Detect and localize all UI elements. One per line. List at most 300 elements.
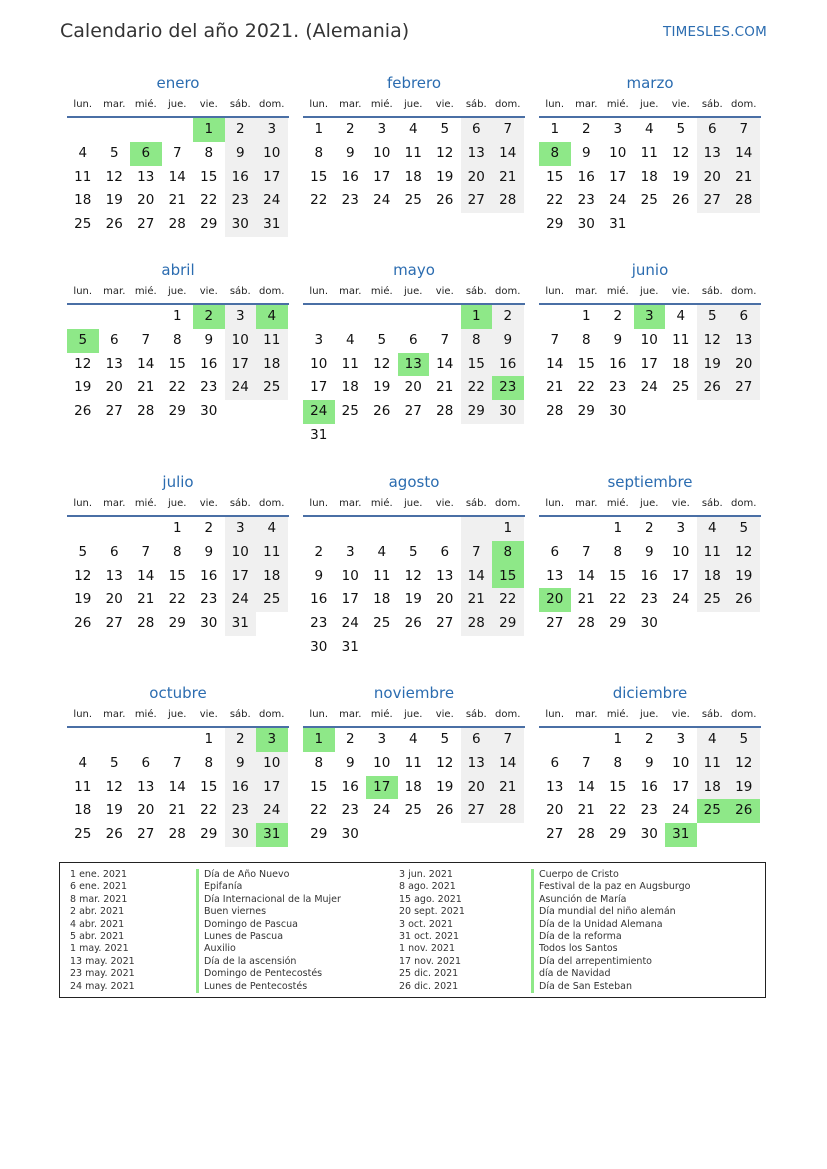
day-cell[interactable]: 19 — [373, 379, 391, 396]
day-cell[interactable]: 2 — [644, 731, 654, 747]
holiday-day-cell[interactable]: 31 — [665, 823, 697, 847]
day-cell[interactable]: 10 — [225, 329, 257, 353]
day-cell[interactable]: 19 — [728, 565, 760, 589]
day-cell[interactable]: 5 — [377, 331, 387, 348]
day-cell[interactable]: 20 — [697, 166, 729, 190]
day-cell[interactable]: 21 — [168, 192, 186, 209]
day-cell[interactable]: 10 — [225, 541, 257, 565]
day-cell[interactable]: 6 — [141, 754, 151, 771]
day-cell[interactable]: 30 — [640, 615, 658, 632]
day-cell[interactable]: 20 — [728, 353, 760, 377]
day-cell[interactable]: 17 — [225, 565, 257, 589]
day-cell[interactable]: 26 — [728, 588, 760, 612]
day-cell[interactable]: 22 — [168, 379, 186, 396]
day-cell[interactable]: 20 — [105, 591, 123, 608]
day-cell[interactable]: 7 — [492, 118, 524, 142]
day-cell[interactable]: 17 — [672, 567, 690, 584]
day-cell[interactable]: 21 — [137, 379, 155, 396]
day-cell[interactable]: 24 — [672, 802, 690, 819]
day-cell[interactable]: 9 — [345, 144, 355, 161]
day-cell[interactable]: 18 — [256, 565, 288, 589]
day-cell[interactable]: 16 — [200, 355, 218, 372]
day-cell[interactable]: 8 — [314, 754, 324, 771]
day-cell[interactable]: 20 — [137, 192, 155, 209]
day-cell[interactable]: 26 — [697, 376, 729, 400]
brand-logo[interactable]: TIMESLES.COM — [663, 24, 767, 40]
day-cell[interactable]: 14 — [436, 355, 454, 372]
day-cell[interactable]: 7 — [141, 543, 151, 560]
day-cell[interactable]: 1 — [204, 731, 214, 747]
day-cell[interactable]: 27 — [137, 826, 155, 843]
day-cell[interactable]: 20 — [404, 379, 422, 396]
day-cell[interactable]: 7 — [440, 331, 450, 348]
day-cell[interactable]: 7 — [728, 118, 760, 142]
day-cell[interactable]: 21 — [461, 588, 493, 612]
holiday-day-cell[interactable]: 1 — [461, 305, 493, 329]
day-cell[interactable]: 15 — [609, 778, 627, 795]
day-cell[interactable]: 15 — [609, 567, 627, 584]
day-cell[interactable]: 19 — [436, 778, 454, 795]
day-cell[interactable]: 3 — [345, 543, 355, 560]
day-cell[interactable]: 3 — [676, 731, 686, 747]
day-cell[interactable]: 13 — [461, 752, 493, 776]
day-cell[interactable]: 8 — [581, 331, 591, 348]
day-cell[interactable]: 2 — [225, 728, 257, 752]
day-cell[interactable]: 27 — [546, 826, 564, 843]
day-cell[interactable]: 1 — [314, 121, 324, 137]
day-cell[interactable]: 28 — [168, 216, 186, 233]
day-cell[interactable]: 7 — [581, 754, 591, 771]
day-cell[interactable]: 28 — [461, 612, 493, 636]
day-cell[interactable]: 31 — [310, 426, 328, 443]
day-cell[interactable]: 12 — [697, 329, 729, 353]
day-cell[interactable]: 5 — [440, 121, 450, 137]
day-cell[interactable]: 22 — [609, 591, 627, 608]
day-cell[interactable]: 17 — [256, 776, 288, 800]
day-cell[interactable]: 12 — [105, 778, 123, 795]
day-cell[interactable]: 19 — [105, 192, 123, 209]
day-cell[interactable]: 8 — [204, 754, 214, 771]
day-cell[interactable]: 9 — [345, 754, 355, 771]
day-cell[interactable]: 17 — [310, 379, 328, 396]
holiday-day-cell[interactable]: 2 — [193, 305, 225, 329]
day-cell[interactable]: 24 — [341, 615, 359, 632]
day-cell[interactable]: 16 — [225, 776, 257, 800]
day-cell[interactable]: 29 — [200, 216, 218, 233]
day-cell[interactable]: 30 — [200, 403, 218, 420]
holiday-day-cell[interactable]: 24 — [303, 400, 335, 424]
day-cell[interactable]: 17 — [225, 353, 257, 377]
day-cell[interactable]: 1 — [581, 308, 591, 324]
day-cell[interactable]: 4 — [676, 308, 686, 324]
day-cell[interactable]: 30 — [310, 638, 328, 655]
day-cell[interactable]: 26 — [672, 192, 690, 209]
day-cell[interactable]: 15 — [168, 567, 186, 584]
day-cell[interactable]: 26 — [105, 826, 123, 843]
day-cell[interactable]: 25 — [256, 376, 288, 400]
day-cell[interactable]: 4 — [697, 728, 729, 752]
day-cell[interactable]: 31 — [256, 213, 288, 237]
day-cell[interactable]: 4 — [697, 517, 729, 541]
day-cell[interactable]: 27 — [697, 189, 729, 213]
day-cell[interactable]: 8 — [172, 331, 182, 348]
day-cell[interactable]: 26 — [373, 403, 391, 420]
day-cell[interactable]: 25 — [74, 826, 92, 843]
day-cell[interactable]: 7 — [461, 541, 493, 565]
day-cell[interactable]: 23 — [225, 799, 257, 823]
day-cell[interactable]: 28 — [577, 826, 595, 843]
day-cell[interactable]: 25 — [404, 192, 422, 209]
day-cell[interactable]: 13 — [137, 168, 155, 185]
day-cell[interactable]: 21 — [546, 379, 564, 396]
day-cell[interactable]: 30 — [577, 216, 595, 233]
day-cell[interactable]: 6 — [440, 543, 450, 560]
day-cell[interactable]: 1 — [492, 517, 524, 541]
day-cell[interactable]: 21 — [168, 802, 186, 819]
day-cell[interactable]: 3 — [613, 121, 623, 137]
day-cell[interactable]: 14 — [137, 355, 155, 372]
day-cell[interactable]: 22 — [310, 802, 328, 819]
day-cell[interactable]: 23 — [225, 189, 257, 213]
day-cell[interactable]: 28 — [137, 615, 155, 632]
day-cell[interactable]: 15 — [310, 778, 328, 795]
day-cell[interactable]: 2 — [345, 731, 355, 747]
day-cell[interactable]: 26 — [74, 403, 92, 420]
day-cell[interactable]: 28 — [546, 403, 564, 420]
day-cell[interactable]: 19 — [672, 168, 690, 185]
day-cell[interactable]: 9 — [225, 752, 257, 776]
day-cell[interactable]: 9 — [204, 331, 214, 348]
day-cell[interactable]: 8 — [613, 754, 623, 771]
day-cell[interactable]: 13 — [728, 329, 760, 353]
day-cell[interactable]: 15 — [577, 355, 595, 372]
day-cell[interactable]: 11 — [373, 567, 391, 584]
day-cell[interactable]: 28 — [728, 189, 760, 213]
day-cell[interactable]: 9 — [644, 754, 654, 771]
day-cell[interactable]: 2 — [581, 121, 591, 137]
holiday-day-cell[interactable]: 5 — [67, 329, 99, 353]
day-cell[interactable]: 27 — [728, 376, 760, 400]
day-cell[interactable]: 12 — [404, 567, 422, 584]
day-cell[interactable]: 13 — [137, 778, 155, 795]
day-cell[interactable]: 7 — [581, 543, 591, 560]
holiday-day-cell[interactable]: 26 — [728, 799, 760, 823]
day-cell[interactable]: 29 — [492, 612, 524, 636]
day-cell[interactable]: 19 — [74, 379, 92, 396]
day-cell[interactable]: 3 — [377, 121, 387, 137]
holiday-day-cell[interactable]: 8 — [492, 541, 524, 565]
day-cell[interactable]: 4 — [377, 543, 387, 560]
day-cell[interactable]: 25 — [640, 192, 658, 209]
day-cell[interactable]: 10 — [640, 331, 658, 348]
day-cell[interactable]: 3 — [256, 118, 288, 142]
day-cell[interactable]: 24 — [225, 376, 257, 400]
day-cell[interactable]: 4 — [644, 121, 654, 137]
day-cell[interactable]: 27 — [461, 189, 493, 213]
day-cell[interactable]: 4 — [408, 121, 418, 137]
day-cell[interactable]: 6 — [408, 331, 418, 348]
day-cell[interactable]: 11 — [74, 168, 92, 185]
day-cell[interactable]: 16 — [310, 591, 328, 608]
day-cell[interactable]: 11 — [256, 541, 288, 565]
day-cell[interactable]: 12 — [105, 168, 123, 185]
day-cell[interactable]: 4 — [256, 517, 288, 541]
day-cell[interactable]: 15 — [461, 353, 493, 377]
day-cell[interactable]: 25 — [373, 615, 391, 632]
day-cell[interactable]: 27 — [105, 615, 123, 632]
day-cell[interactable]: 2 — [314, 543, 324, 560]
day-cell[interactable]: 10 — [341, 567, 359, 584]
day-cell[interactable]: 20 — [461, 776, 493, 800]
day-cell[interactable]: 14 — [137, 567, 155, 584]
holiday-day-cell[interactable]: 1 — [193, 118, 225, 142]
day-cell[interactable]: 13 — [105, 567, 123, 584]
day-cell[interactable]: 2 — [492, 305, 524, 329]
day-cell[interactable]: 26 — [404, 615, 422, 632]
day-cell[interactable]: 13 — [546, 567, 564, 584]
day-cell[interactable]: 5 — [408, 543, 418, 560]
day-cell[interactable]: 5 — [728, 517, 760, 541]
day-cell[interactable]: 13 — [105, 355, 123, 372]
day-cell[interactable]: 18 — [404, 778, 422, 795]
day-cell[interactable]: 19 — [728, 776, 760, 800]
day-cell[interactable]: 2 — [225, 118, 257, 142]
day-cell[interactable]: 24 — [373, 192, 391, 209]
day-cell[interactable]: 21 — [577, 802, 595, 819]
day-cell[interactable]: 19 — [404, 591, 422, 608]
day-cell[interactable]: 11 — [404, 144, 422, 161]
day-cell[interactable]: 18 — [404, 168, 422, 185]
day-cell[interactable]: 10 — [310, 355, 328, 372]
day-cell[interactable]: 11 — [256, 329, 288, 353]
day-cell[interactable]: 13 — [697, 142, 729, 166]
day-cell[interactable]: 29 — [310, 826, 328, 843]
day-cell[interactable]: 4 — [345, 331, 355, 348]
day-cell[interactable]: 18 — [373, 591, 391, 608]
day-cell[interactable]: 14 — [492, 142, 524, 166]
day-cell[interactable]: 30 — [225, 823, 257, 847]
day-cell[interactable]: 22 — [609, 802, 627, 819]
day-cell[interactable]: 8 — [613, 543, 623, 560]
day-cell[interactable]: 10 — [373, 754, 391, 771]
day-cell[interactable]: 25 — [697, 588, 729, 612]
day-cell[interactable]: 27 — [137, 216, 155, 233]
day-cell[interactable]: 24 — [256, 799, 288, 823]
day-cell[interactable]: 22 — [492, 588, 524, 612]
day-cell[interactable]: 2 — [204, 520, 214, 536]
day-cell[interactable]: 6 — [461, 118, 493, 142]
day-cell[interactable]: 7 — [141, 331, 151, 348]
day-cell[interactable]: 4 — [78, 144, 88, 161]
day-cell[interactable]: 27 — [546, 615, 564, 632]
day-cell[interactable]: 30 — [200, 615, 218, 632]
day-cell[interactable]: 11 — [341, 355, 359, 372]
day-cell[interactable]: 9 — [613, 331, 623, 348]
day-cell[interactable]: 11 — [404, 754, 422, 771]
day-cell[interactable]: 16 — [341, 168, 359, 185]
day-cell[interactable]: 24 — [640, 379, 658, 396]
day-cell[interactable]: 16 — [577, 168, 595, 185]
holiday-day-cell[interactable]: 8 — [539, 142, 571, 166]
day-cell[interactable]: 16 — [609, 355, 627, 372]
day-cell[interactable]: 23 — [310, 615, 328, 632]
day-cell[interactable]: 28 — [577, 615, 595, 632]
day-cell[interactable]: 27 — [436, 615, 454, 632]
day-cell[interactable]: 12 — [74, 567, 92, 584]
day-cell[interactable]: 24 — [373, 802, 391, 819]
day-cell[interactable]: 18 — [672, 355, 690, 372]
holiday-day-cell[interactable]: 13 — [398, 353, 430, 377]
day-cell[interactable]: 20 — [137, 802, 155, 819]
day-cell[interactable]: 18 — [697, 776, 729, 800]
day-cell[interactable]: 5 — [676, 121, 686, 137]
day-cell[interactable]: 18 — [74, 802, 92, 819]
day-cell[interactable]: 22 — [310, 192, 328, 209]
holiday-day-cell[interactable]: 3 — [634, 305, 666, 329]
holiday-day-cell[interactable]: 25 — [697, 799, 729, 823]
day-cell[interactable]: 30 — [640, 826, 658, 843]
day-cell[interactable]: 23 — [341, 192, 359, 209]
day-cell[interactable]: 12 — [436, 144, 454, 161]
day-cell[interactable]: 27 — [461, 799, 493, 823]
holiday-day-cell[interactable]: 31 — [256, 823, 288, 847]
day-cell[interactable]: 25 — [341, 403, 359, 420]
day-cell[interactable]: 7 — [492, 728, 524, 752]
day-cell[interactable]: 30 — [341, 826, 359, 843]
day-cell[interactable]: 15 — [168, 355, 186, 372]
day-cell[interactable]: 10 — [672, 754, 690, 771]
day-cell[interactable]: 27 — [404, 403, 422, 420]
holiday-day-cell[interactable]: 17 — [366, 776, 398, 800]
day-cell[interactable]: 19 — [74, 591, 92, 608]
day-cell[interactable]: 9 — [581, 144, 591, 161]
day-cell[interactable]: 25 — [404, 802, 422, 819]
day-cell[interactable]: 19 — [697, 353, 729, 377]
day-cell[interactable]: 10 — [373, 144, 391, 161]
day-cell[interactable]: 23 — [640, 802, 658, 819]
holiday-day-cell[interactable]: 15 — [492, 565, 524, 589]
day-cell[interactable]: 21 — [728, 166, 760, 190]
day-cell[interactable]: 6 — [550, 754, 560, 771]
day-cell[interactable]: 24 — [256, 189, 288, 213]
day-cell[interactable]: 28 — [436, 403, 454, 420]
day-cell[interactable]: 29 — [200, 826, 218, 843]
day-cell[interactable]: 30 — [492, 400, 524, 424]
day-cell[interactable]: 22 — [577, 379, 595, 396]
day-cell[interactable]: 14 — [492, 752, 524, 776]
day-cell[interactable]: 18 — [640, 168, 658, 185]
day-cell[interactable]: 1 — [172, 308, 182, 324]
day-cell[interactable]: 6 — [461, 728, 493, 752]
holiday-day-cell[interactable]: 4 — [256, 305, 288, 329]
day-cell[interactable]: 22 — [546, 192, 564, 209]
day-cell[interactable]: 1 — [613, 520, 623, 536]
day-cell[interactable]: 6 — [728, 305, 760, 329]
day-cell[interactable]: 26 — [74, 615, 92, 632]
day-cell[interactable]: 29 — [546, 216, 564, 233]
day-cell[interactable]: 31 — [225, 612, 257, 636]
day-cell[interactable]: 14 — [461, 565, 493, 589]
day-cell[interactable]: 18 — [256, 353, 288, 377]
day-cell[interactable]: 10 — [609, 144, 627, 161]
holiday-day-cell[interactable]: 6 — [130, 142, 162, 166]
day-cell[interactable]: 17 — [373, 168, 391, 185]
day-cell[interactable]: 14 — [577, 567, 595, 584]
day-cell[interactable]: 30 — [225, 213, 257, 237]
day-cell[interactable]: 28 — [168, 826, 186, 843]
day-cell[interactable]: 12 — [728, 541, 760, 565]
day-cell[interactable]: 18 — [74, 192, 92, 209]
day-cell[interactable]: 16 — [640, 778, 658, 795]
day-cell[interactable]: 23 — [200, 591, 218, 608]
day-cell[interactable]: 5 — [109, 754, 119, 771]
day-cell[interactable]: 24 — [225, 588, 257, 612]
day-cell[interactable]: 25 — [74, 216, 92, 233]
holiday-day-cell[interactable]: 23 — [492, 376, 524, 400]
day-cell[interactable]: 26 — [436, 192, 454, 209]
day-cell[interactable]: 13 — [546, 778, 564, 795]
day-cell[interactable]: 5 — [440, 731, 450, 747]
day-cell[interactable]: 29 — [609, 826, 627, 843]
day-cell[interactable]: 20 — [105, 379, 123, 396]
holiday-day-cell[interactable]: 3 — [256, 728, 288, 752]
day-cell[interactable]: 20 — [436, 591, 454, 608]
day-cell[interactable]: 1 — [550, 121, 560, 137]
day-cell[interactable]: 3 — [676, 520, 686, 536]
day-cell[interactable]: 10 — [672, 543, 690, 560]
day-cell[interactable]: 25 — [672, 379, 690, 396]
day-cell[interactable]: 9 — [644, 543, 654, 560]
day-cell[interactable]: 17 — [609, 168, 627, 185]
day-cell[interactable]: 29 — [168, 615, 186, 632]
day-cell[interactable]: 31 — [341, 638, 359, 655]
day-cell[interactable]: 17 — [256, 166, 288, 190]
day-cell[interactable]: 7 — [172, 144, 182, 161]
day-cell[interactable]: 17 — [672, 778, 690, 795]
day-cell[interactable]: 18 — [697, 565, 729, 589]
day-cell[interactable]: 6 — [550, 543, 560, 560]
day-cell[interactable]: 10 — [256, 142, 288, 166]
day-cell[interactable]: 16 — [341, 778, 359, 795]
day-cell[interactable]: 16 — [492, 353, 524, 377]
day-cell[interactable]: 8 — [461, 329, 493, 353]
day-cell[interactable]: 21 — [492, 166, 524, 190]
day-cell[interactable]: 5 — [78, 543, 88, 560]
day-cell[interactable]: 14 — [728, 142, 760, 166]
day-cell[interactable]: 12 — [74, 355, 92, 372]
day-cell[interactable]: 21 — [137, 591, 155, 608]
day-cell[interactable]: 1 — [172, 520, 182, 536]
day-cell[interactable]: 11 — [640, 144, 658, 161]
day-cell[interactable]: 14 — [168, 168, 186, 185]
day-cell[interactable]: 27 — [105, 403, 123, 420]
day-cell[interactable]: 21 — [436, 379, 454, 396]
day-cell[interactable]: 24 — [672, 591, 690, 608]
day-cell[interactable]: 23 — [341, 802, 359, 819]
day-cell[interactable]: 28 — [492, 799, 524, 823]
day-cell[interactable]: 25 — [256, 588, 288, 612]
holiday-day-cell[interactable]: 1 — [303, 728, 335, 752]
day-cell[interactable]: 17 — [341, 591, 359, 608]
day-cell[interactable]: 24 — [609, 192, 627, 209]
day-cell[interactable]: 13 — [436, 567, 454, 584]
day-cell[interactable]: 28 — [137, 403, 155, 420]
day-cell[interactable]: 23 — [577, 192, 595, 209]
day-cell[interactable]: 9 — [225, 142, 257, 166]
day-cell[interactable]: 7 — [172, 754, 182, 771]
day-cell[interactable]: 1 — [613, 731, 623, 747]
day-cell[interactable]: 30 — [609, 403, 627, 420]
